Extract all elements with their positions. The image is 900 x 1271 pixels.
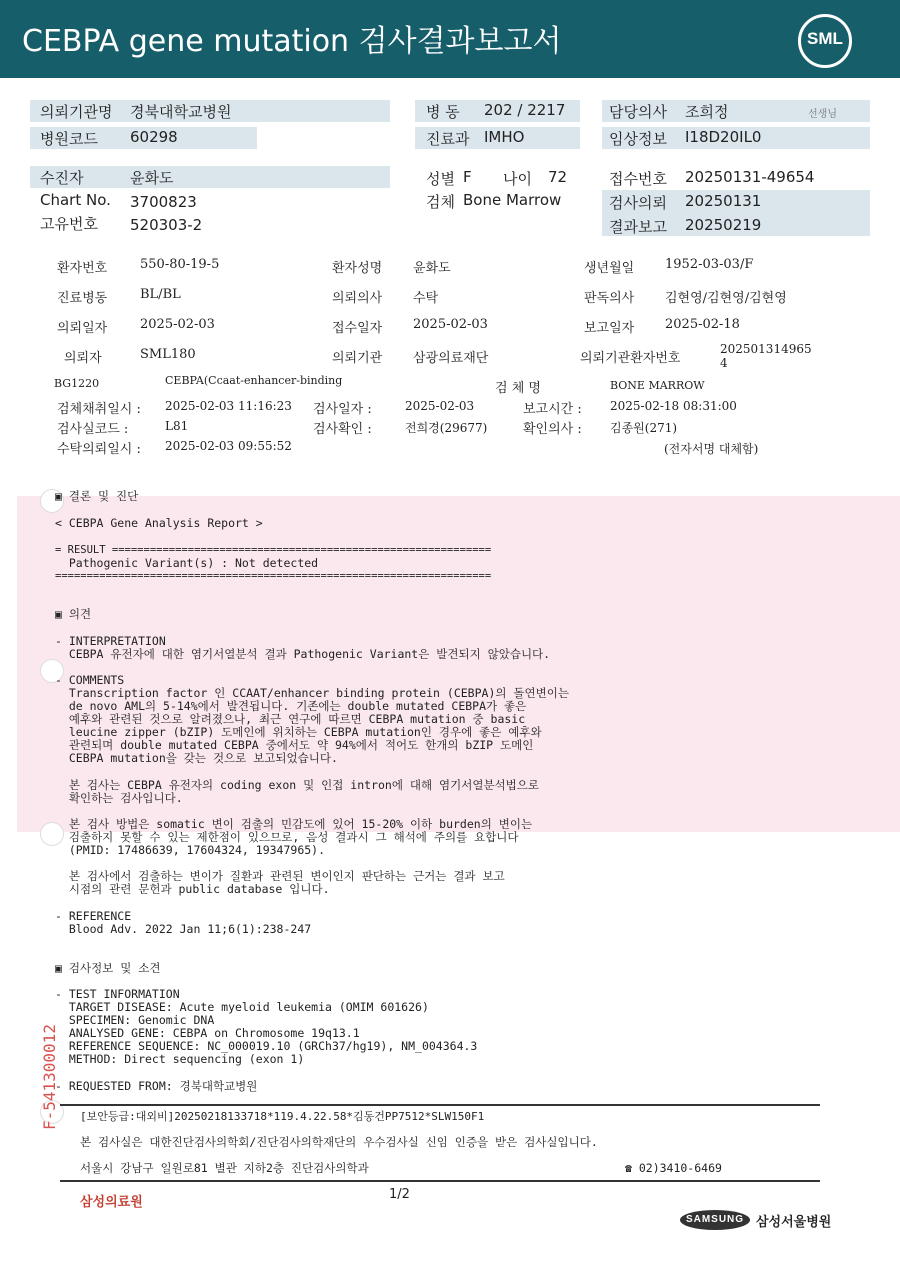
footer-rule-bottom [60, 1180, 820, 1182]
hospital-name: 삼성서울병원 [756, 1215, 832, 1230]
test-date-label: 검사일자 : [313, 402, 372, 417]
specimen-name-label: 검 체 명 [495, 381, 541, 396]
test-info-line: METHOD: Direct sequencing (exon 1) [55, 1052, 305, 1066]
security-line: [보안등급:대외비]20250218133718*119.4.22.58*김동건PP7512*SLW150F1 [80, 1110, 485, 1123]
certification: 본 검사실은 대한진단검사의학회/진단검사의학재단의 우수검사실 신임 인증을 받은 검사실입니다. [80, 1135, 598, 1149]
grid-value: 2025-02-03 [140, 317, 215, 332]
barcode-number: F-541300012 [40, 1024, 59, 1130]
test-code: BG1220 [54, 377, 100, 390]
grid-label: 환자성명 [332, 261, 383, 276]
confirm-value: 전희경(29677) [405, 421, 488, 435]
section-opinion: ▣ 의견 [55, 607, 92, 621]
comment-line: 시점의 관련 문헌과 public database 입니다. [55, 882, 330, 896]
clinical-value: I18D20IL0 [685, 128, 762, 146]
grid-value-cont: 4 [720, 356, 728, 370]
logo-text: SML [807, 29, 843, 48]
sml-logo [798, 14, 852, 68]
grid-label: 보고일자 [584, 321, 635, 336]
report-time-value: 2025-02-18 08:31:00 [610, 399, 737, 413]
confirm-label: 검사확인 : [313, 422, 372, 437]
collect-label: 검체채취일시 : [57, 402, 141, 417]
specimen-name: BONE MARROW [610, 379, 705, 392]
comments-head: - COMMENTS [55, 673, 125, 687]
grid-label: 의뢰자 [64, 351, 102, 366]
ward-value: 202 / 2217 [484, 101, 566, 119]
result-report-value: 20250219 [685, 216, 762, 234]
grid-value: 윤화도 [413, 261, 451, 276]
grid-value: 김현영/김현영/김현영 [665, 291, 787, 306]
comment-line: CEBPA mutation을 갖는 것으로 보고되었습니다. [55, 751, 338, 765]
comment-line: Transcription factor 인 CCAAT/enhancer binding protein (CEBPA)의 돌연변이는 [55, 686, 569, 700]
room-label: 검사실코드 : [57, 422, 129, 437]
accession-value: 20250131-49654 [685, 168, 815, 186]
test-info-line: - TEST INFORMATION [55, 987, 180, 1001]
report-time-label: 보고시간 : [523, 402, 582, 417]
separator: ===================================================================== [55, 570, 492, 582]
page-number: 1/2 [389, 1187, 410, 1202]
footer-rule-top [60, 1104, 820, 1106]
ward-label: 병 동 [426, 103, 460, 121]
sex-value: F [463, 168, 472, 186]
dept-value: IMHO [484, 128, 525, 146]
result-report-label: 결과보고 [609, 218, 667, 236]
dept-label: 진료과 [426, 130, 470, 148]
report-title: CEBPA gene mutation 검사결과보고서 [22, 24, 562, 59]
samsung-logo: SAMSUNG [680, 1210, 750, 1230]
patient-label: 수진자 [40, 169, 84, 187]
doctor-label: 담당의사 [609, 103, 667, 121]
reference-head: - REFERENCE [55, 909, 132, 923]
collect-value: 2025-02-03 11:16:23 [165, 399, 292, 413]
sex-label: 성별 [426, 170, 455, 188]
clinical-label: 임상정보 [609, 130, 667, 148]
patient-bar [30, 166, 390, 188]
grid-value: 1952-03-03/F [665, 257, 754, 272]
consign-label: 수탁의뢰일시 : [57, 442, 141, 457]
org-name: 삼성의료원 [80, 1195, 143, 1210]
consign-value: 2025-02-03 09:55:52 [165, 439, 292, 453]
grid-label: 환자번호 [57, 261, 108, 276]
hosp-code-label: 병원코드 [40, 130, 98, 148]
test-date-value: 2025-02-03 [405, 399, 475, 413]
grid-value: 2025-02-18 [665, 317, 740, 332]
section-test-info: ▣ 검사정보 및 소견 [55, 961, 161, 975]
comment-line: 검출하지 못할 수 있는 제한점이 있으므로, 음성 결과시 그 해석에 주의를 요합니다 [55, 830, 519, 844]
comment-line: 본 검사 방법은 somatic 변이 검출의 민감도에 있어 15-20% 이하 burden의 변이는 [55, 817, 533, 831]
grid-value: 550-80-19-5 [140, 257, 220, 272]
req-inst-value: 경북대학교병원 [130, 103, 232, 121]
grid-value: 수탁 [413, 291, 439, 306]
comment-line: 본 검사에서 검출하는 변이가 질환과 관련된 변이인지 판단하는 근거는 결과 보고 [55, 869, 505, 883]
result-line: = RESULT ============================================================ [55, 544, 492, 556]
test-info-line: ANALYSED GENE: CEBPA on Chromosome 19q13.1 [55, 1026, 360, 1040]
accession-label: 접수번호 [609, 170, 667, 188]
comment-line: 관련되며 double mutated CEBPA 중에서도 약 94%에서 적어도 한개의 bZIP 도메인 [55, 738, 534, 752]
grid-value: 202501314965 [720, 342, 812, 356]
test-req-label: 검사의뢰 [609, 194, 667, 212]
confirm-dr-value: 김종원(271) [610, 421, 678, 435]
grid-label: 의뢰기관 [332, 351, 383, 366]
comment-line: leucine zipper (bZIP) 도메인에 위치하는 CEBPA mutation인 경우에 좋은 예후와 [55, 725, 542, 739]
grid-label: 진료병동 [57, 291, 108, 306]
grid-label: 의뢰기관환자번호 [580, 351, 681, 366]
report-header [0, 0, 900, 78]
comment-line: 확인하는 검사입니다. [55, 791, 183, 805]
test-info-line: TARGET DISEASE: Acute myeloid leukemia (OMIM 601626) [55, 1000, 429, 1014]
grid-value: 삼광의료재단 [413, 351, 489, 366]
reference-text: Blood Adv. 2022 Jan 11;6(1):238-247 [55, 922, 312, 936]
grid-value: 2025-02-03 [413, 317, 488, 332]
comment-line: de novo AML의 5-14%에서 발견됩니다. 기존에는 double mutated CEBPA가 좋은 [55, 699, 527, 713]
interp-text: CEBPA 유전자에 대한 염기서열분석 결과 Pathogenic Variant은 발견되지 않았습니다. [55, 647, 551, 661]
requested-from: - REQUESTED FROM: 경북대학교병원 [55, 1079, 258, 1093]
test-info-line: REFERENCE SEQUENCE: NC_000019.10 (GRCh37/hg19), NM_004364.3 [55, 1039, 478, 1053]
specimen-label: 검체 [426, 193, 455, 211]
hosp-code-value: 60298 [130, 128, 178, 146]
grid-value: SML180 [140, 347, 196, 362]
comment-line: (PMID: 17486639, 17604324, 19347965). [55, 843, 326, 857]
grid-label: 생년월일 [584, 261, 635, 276]
phone: ☎ 02)3410-6469 [625, 1161, 722, 1175]
address: 서울시 강남구 일원로81 별관 지하2층 진단검사의학과 [80, 1161, 369, 1175]
grid-label: 접수일자 [332, 321, 383, 336]
age-value: 72 [548, 168, 568, 186]
specimen-value: Bone Marrow [463, 191, 562, 209]
comment-line: 본 검사는 CEBPA 유전자의 coding exon 및 인접 intron에 대해 염기서열분석법으로 [55, 778, 539, 792]
report-subtitle: < CEBPA Gene Analysis Report > [55, 516, 263, 530]
esign-note: (전자서명 대체함) [664, 442, 759, 456]
grid-value: BL/BL [140, 287, 181, 302]
comment-line: 예후와 관련된 것으로 알려졌으나, 최근 연구에 따르면 CEBPA mutation 중 basic [55, 712, 526, 726]
chart-value: 3700823 [130, 193, 197, 211]
doctor-value: 조희정 [685, 103, 729, 121]
section-conclusion: ▣ 결론 및 진단 [55, 489, 139, 503]
grid-label: 판독의사 [584, 291, 635, 306]
room-value: L81 [165, 419, 189, 433]
interp-head: - INTERPRETATION [55, 634, 166, 648]
confirm-dr-label: 확인의사 : [523, 422, 582, 437]
chart-label: Chart No. [40, 191, 111, 209]
uid-value: 520303-2 [130, 216, 203, 234]
age-label: 나이 [503, 170, 532, 188]
req-inst-label: 의뢰기관명 [40, 103, 113, 121]
grid-label: 의뢰의사 [332, 291, 383, 306]
patient-value: 윤화도 [130, 169, 174, 187]
test-req-value: 20250131 [685, 192, 762, 210]
test-info-line: SPECIMEN: Genomic DNA [55, 1013, 215, 1027]
variant-result: Pathogenic Variant(s) : Not detected [55, 556, 319, 570]
grid-label: 의뢰일자 [57, 321, 108, 336]
uid-label: 고유번호 [40, 215, 98, 233]
doctor-title: 선생님 [808, 109, 837, 120]
test-name: CEBPA(Ccaat-enhancer-binding [165, 374, 343, 387]
